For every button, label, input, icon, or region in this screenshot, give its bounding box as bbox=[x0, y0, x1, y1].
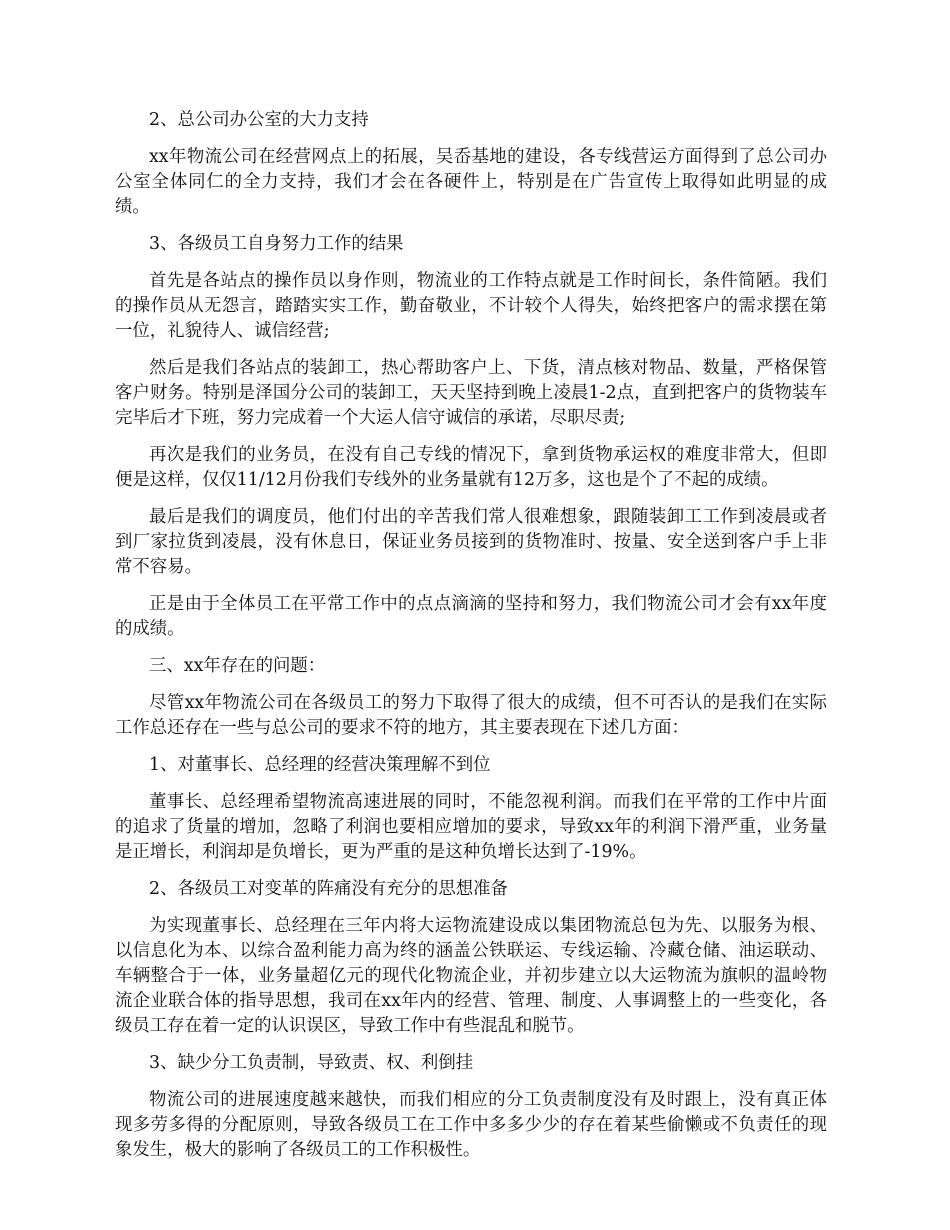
section-heading: 2、各级员工对变革的阵痛没有充分的思想准备 bbox=[149, 879, 508, 899]
paragraph: 然后是我们各站点的装卸工，热心帮助客户上、下货，清点核对物品、数量，严格保管客户财务。特别是泽国分公司的装卸工，天天坚持到晚上凌晨1-2点，直到把客户的货物装车完毕后才下班，努力完成着一个大运人信守诚信的承诺，尽职尽责; bbox=[115, 358, 827, 428]
section-heading: 3、各级员工自身努力工作的结果 bbox=[149, 234, 404, 254]
paragraph: 尽管xx年物流公司在各级员工的努力下取得了很大的成绩，但不可否认的是我们在实际工作总还存在一些与总公司的要求不符的地方，其主要表现在下述几方面： bbox=[115, 693, 827, 738]
section-heading: 1、对董事长、总经理的经营决策理解不到位 bbox=[149, 755, 491, 775]
paragraph: 为实现董事长、总经理在三年内将大运物流建设成以集团物流总包为先、以服务为根、以信息化为本、以综合盈利能力高为终的涵盖公铁联运、专线运输、冷藏仓储、油运联动、车辆整合于一体，业务量超亿元的现代化物流企业，并初步建立以大运物流为旗帜的温岭物流企业联合体的指导思想，我司在xx年内的经营、管理、制度、人事调整上的一些变化，各级员工存在着一定的认识误区，导致工作中有些混乱和脱节。 bbox=[115, 916, 827, 1036]
paragraph: 正是由于全体员工在平常工作中的点点滴滴的坚持和努力，我们物流公司才会有xx年度的成绩。 bbox=[115, 594, 827, 639]
paragraph: xx年物流公司在经营网点上的拓展，吴岙基地的建设，各专线营运方面得到了总公司办公室全体同仁的全力支持，我们才会在各硬件上，特别是在广告宣传上取得如此明显的成绩。 bbox=[115, 147, 827, 217]
paragraph: 物流公司的进展速度越来越快，而我们相应的分工负责制度没有及时跟上，没有真正体现多劳多得的分配原则，导致各级员工在工作中多多少少的存在着某些偷懒或不负责任的现象发生，极大的影响了各级员工的工作积极性。 bbox=[115, 1090, 827, 1160]
section-heading: 三、xx年存在的问题： bbox=[149, 656, 326, 676]
paragraph: 再次是我们的业务员，在没有自己专线的情况下，拿到货物承运权的难度非常大，但即便是这样，仅仅11/12月份我们专线外的业务量就有12万多，这也是个了不起的成绩。 bbox=[115, 445, 827, 490]
paragraph: 最后是我们的调度员，他们付出的辛苦我们常人很难想象，跟随装卸工工作到凌晨或者到厂家拉货到凌晨，没有休息日，保证业务员接到的货物准时、按量、安全送到客户手上非常不容易。 bbox=[115, 507, 827, 577]
document-body bbox=[115, 108, 827, 1175]
paragraph: 董事长、总经理希望物流高速进展的同时，不能忽视利润。而我们在平常的工作中片面的追求了货量的增加，忽略了利润也要相应增加的要求，导致xx年的利润下滑严重，业务量是正增长，利润却是负增长，更为严重的是这种负增长达到了-19%。 bbox=[115, 792, 827, 862]
section-heading: 3、缺少分工负责制，导致责、权、利倒挂 bbox=[149, 1053, 474, 1073]
paragraph: 首先是各站点的操作员以身作则，物流业的工作特点就是工作时间长，条件简陋。我们的操作员从无怨言，踏踏实实工作，勤奋敬业，不计较个人得失，始终把客户的需求摆在第一位，礼貌待人、诚信经营; bbox=[115, 271, 827, 341]
section-heading: 2、总公司办公室的大力支持 bbox=[149, 110, 369, 130]
